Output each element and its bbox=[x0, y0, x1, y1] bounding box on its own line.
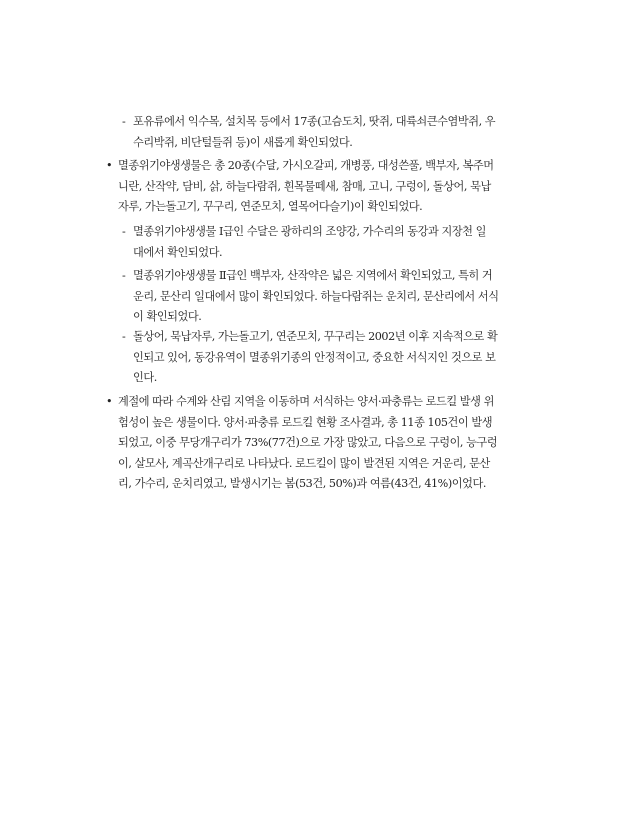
text-line: 험성이 높은 생물이다. 양서·파충류 로드킬 현황 조사결과, 총 11종 105건이 발생 bbox=[118, 415, 493, 429]
text-line: 되었고, 이중 무당개구리가 73%(77건)으로 가장 많았고, 다음으로 구렁이, 능구렁 bbox=[118, 436, 498, 449]
text-line: 계절에 따라 수계와 산림 지역을 이동하며 서식하는 양서·파충류는 로드킬 발생 위 bbox=[118, 395, 494, 408]
text-line: 운리, 문산리 일대에서 많이 확인되었다. 하늘다람쥐는 운치리, 문산리에서 서식 bbox=[133, 289, 499, 303]
text-line: 수리박쥐, 비단털들쥐 등)이 새롭게 확인되었다. bbox=[133, 135, 353, 149]
text-line: 이 확인되었다. bbox=[133, 310, 202, 323]
text-line: 멸종위기야생생물 Ⅰ급인 수달은 광하리의 조양강, 가수리의 동강과 지장천 일 bbox=[133, 225, 486, 238]
bullet-marker: • bbox=[106, 159, 113, 172]
dash-marker: - bbox=[122, 225, 126, 238]
text-line: 멸종위기야생생물은 총 20종(수달, 가시오갈피, 개병풍, 대성쓴풀, 백부자, 복주머 bbox=[118, 159, 494, 172]
class-two-species-item bbox=[133, 266, 530, 328]
endangered-species-item bbox=[118, 156, 530, 218]
mammal-survey-item bbox=[133, 112, 530, 153]
text-line: 돌상어, 묵납자루, 가는돌고기, 연준모치, 꾸구리는 2002년 이후 지속적으로 확 bbox=[133, 330, 498, 343]
dash-marker: - bbox=[122, 269, 126, 282]
fish-species-item bbox=[133, 327, 530, 389]
text-line: 대에서 확인되었다. bbox=[133, 245, 223, 259]
text-line: 리, 가수리, 운치리였고, 발생시기는 봄(53건, 50%)과 여름(43건, 41%)이었다. bbox=[118, 477, 486, 490]
text-line: 인다. bbox=[133, 371, 157, 384]
dash-marker: - bbox=[122, 115, 126, 128]
roadkill-item bbox=[118, 392, 530, 495]
bullet-marker: • bbox=[106, 395, 113, 408]
class-one-species-item bbox=[133, 222, 530, 263]
text-line: 니란, 산작약, 담비, 삵, 하늘다람쥐, 흰목물떼새, 참매, 고니, 구렁이, 돌상어, 묵납 bbox=[118, 179, 491, 193]
text-line: 이, 살모사, 계곡산개구리로 나타났다. 로드킬이 많이 발견된 지역은 거운리, 문산 bbox=[118, 456, 490, 470]
text-line: 자루, 가는돌고기, 꾸구리, 연준모치, 열목어다슬기)이 확인되었다. bbox=[118, 200, 423, 213]
text-line: 포유류에서 익수목, 설치목 등에서 17종(고슴도치, 땃쥐, 대륙쇠큰수염박쥐, 우 bbox=[133, 115, 496, 128]
text-line: 멸종위기야생생물 Ⅱ급인 백부자, 산작약은 넓은 지역에서 확인되었고, 특히 거 bbox=[133, 269, 493, 282]
text-line: 인되고 있어, 동강유역이 멸종위기종의 안정적이고, 중요한 서식지인 것으로 보 bbox=[133, 350, 496, 364]
dash-marker: - bbox=[122, 330, 126, 343]
